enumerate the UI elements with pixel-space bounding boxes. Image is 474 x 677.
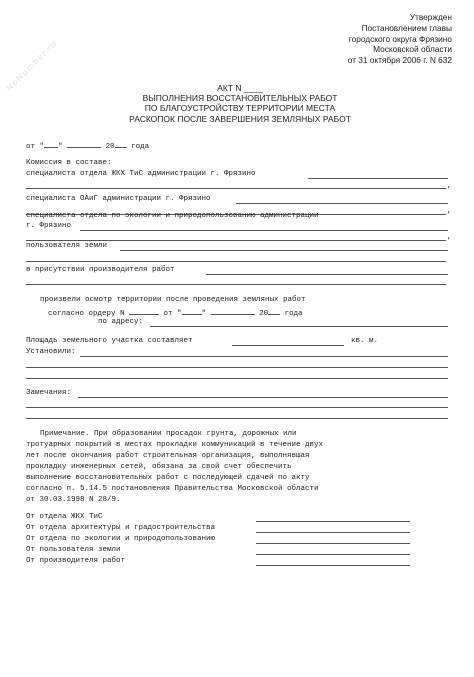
approval-line: городского округа Фрязино [348, 33, 452, 44]
note-line: согласно п. 5.14.5 постановления Правительства Московской области [26, 485, 319, 493]
order-date-prefix: от " [163, 310, 182, 318]
commission-member-1: специалиста отдела ЖКХ ТиС администрации г. Фрязино [26, 170, 256, 178]
inspection-line-1: произвели осмотр территории после проведения земляных работ [40, 296, 306, 304]
member-5-field-2[interactable] [26, 284, 446, 285]
inspection-address-label: по адресу: [98, 318, 144, 326]
watermark: NoNumber.ru [4, 37, 60, 94]
title-line: ПО БЛАГОУСТРОЙСТВУ ТЕРРИТОРИИ МЕСТА [144, 103, 336, 114]
title-line: ВЫПОЛНЕНИЯ ВОССТАНОВИТЕЛЬНЫХ РАБОТ [142, 93, 338, 104]
member-1-field-2[interactable] [26, 188, 446, 189]
commission-member-5: в присутствии производителя работ [26, 266, 175, 274]
note-line: прокладку инженерных сетей, обязана за свой счет обеспечить [26, 463, 292, 471]
approval-line: Утвержден [409, 12, 452, 22]
inspection-line-2 [48, 307, 303, 319]
area-unit: кв. м. [351, 337, 379, 345]
commission-member-4: пользователя земли [26, 242, 108, 250]
order-day-field[interactable] [182, 307, 202, 315]
date-line [26, 140, 149, 152]
area-label: Площадь земельного участка составляет [26, 337, 193, 345]
commission-member-3: специалиста отдела по экологии и природопользованию администрации [26, 212, 319, 220]
title-act-number: АКТ N ____ [217, 83, 263, 93]
remarks-field-1[interactable] [78, 397, 448, 398]
note-line: лет после окончания работ строительная организация, выполнявшая [26, 452, 310, 460]
member-3-field[interactable] [80, 230, 448, 231]
date-day-field[interactable] [44, 140, 58, 148]
note-line: тротуарных покрытий в местах прокладки коммуникаций в течение двух [26, 441, 324, 449]
signature-field-ecology[interactable] [256, 543, 410, 544]
note-line: выполнение восстановительных работ с последующей сдачей по акту [26, 474, 310, 482]
signature-field-contractor[interactable] [256, 565, 410, 566]
signature-label-land-user: От пользователя земли [26, 546, 121, 554]
signature-field-land-user[interactable] [256, 554, 410, 555]
approval-line: от 31 октября 2006 г. N 632 [347, 55, 452, 66]
approval-line: Московской области [373, 44, 452, 55]
member-2-field[interactable] [236, 203, 448, 204]
order-year-field[interactable] [268, 307, 280, 315]
title-line: РАСКОПОК ПОСЛЕ ЗАВЕРШЕНИЯ ЗЕМЛЯНЫХ РАБОТ [129, 113, 351, 124]
approval-line: Постановлением главы [361, 22, 452, 33]
area-field[interactable] [232, 345, 344, 346]
address-field[interactable] [150, 326, 448, 327]
order-year-suffix: года [284, 310, 303, 318]
date-month-field[interactable] [67, 140, 101, 148]
note-line: от 30.03.1998 N 28/9. [26, 496, 121, 504]
signature-label-contractor: От производителя работ [26, 557, 126, 565]
note-line: Примечание. При образовании просадок грунта, дорожных или [40, 430, 297, 438]
date-year-prefix: 20 [105, 143, 115, 151]
order-label: согласно ордеру N [48, 310, 125, 318]
approval-block [252, 12, 452, 66]
member-4-field[interactable] [120, 250, 448, 251]
order-year-prefix: 20 [259, 310, 269, 318]
signature-field-architecture[interactable] [256, 532, 410, 533]
signature-label-ecology: От отдела по экологии и природопользованию [26, 535, 216, 543]
member-4-field-2[interactable] [26, 261, 446, 262]
member-5-field[interactable] [206, 274, 448, 275]
member-1-field[interactable] [308, 178, 448, 179]
comma: , [447, 207, 452, 215]
commission-member-3-cont: г. Фрязино [26, 222, 72, 230]
document-title [60, 83, 420, 124]
established-field-2[interactable] [26, 367, 448, 368]
date-year-field[interactable] [115, 140, 127, 148]
order-month-field[interactable] [211, 307, 255, 315]
date-suffix: года [131, 143, 150, 151]
order-date-quote: " [201, 310, 207, 318]
established-field-3[interactable] [26, 378, 448, 379]
order-number-field[interactable] [129, 307, 159, 315]
comma: , [447, 182, 452, 190]
signature-field-zhkh[interactable] [256, 521, 410, 522]
signature-label-zhkh: От отдела ЖКХ ТиС [26, 513, 103, 521]
remarks-field-3[interactable] [26, 418, 448, 419]
established-field-1[interactable] [80, 356, 448, 357]
date-prefix: от " [26, 143, 45, 151]
remarks-field-2[interactable] [26, 407, 448, 408]
member-3-field-2[interactable] [26, 240, 446, 241]
commission-member-2: специалиста ОАиГ администрации г. Фрязино [26, 195, 211, 203]
signature-label-architecture: От отдела архитектуры и градостроительства [26, 524, 216, 532]
date-quote: " [58, 143, 63, 151]
commission-heading: Комиссия в составе: [26, 159, 112, 167]
remarks-label: Замечания: [26, 389, 72, 397]
comma: , [447, 233, 452, 241]
established-label: Установили: [26, 348, 76, 356]
